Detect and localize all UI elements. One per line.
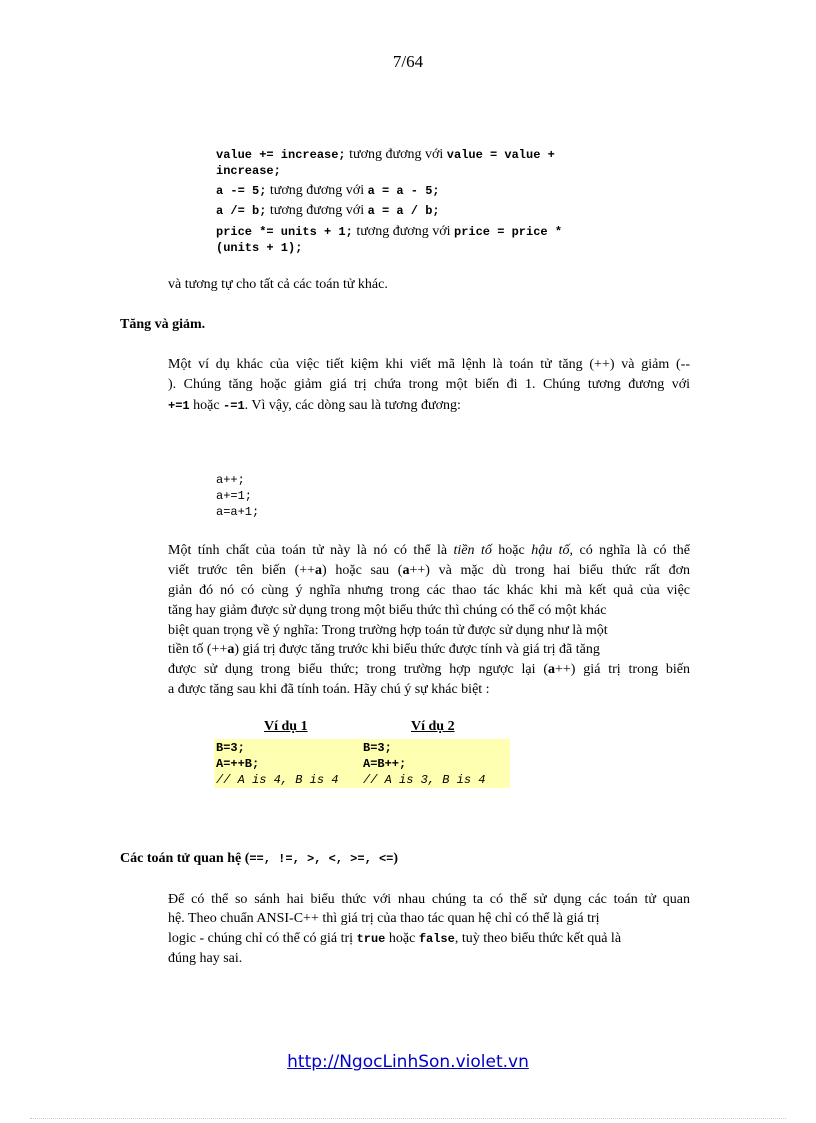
text-line (168, 582, 690, 599)
text-run: tăng hay giảm được sử dụng trong một biểu thức thì chúng có thể có một khác (168, 603, 607, 618)
text-run: hoặc (491, 543, 532, 558)
example-2-header: Ví dụ 2 (411, 719, 455, 734)
code-line: a=a+1; (216, 505, 260, 519)
text-line (168, 641, 600, 658)
text-line (168, 622, 608, 639)
text-run: a -= 5; (216, 184, 267, 198)
section-heading-increment: Tăng và giảm. (120, 317, 206, 332)
section-heading-relational (120, 850, 398, 867)
text-run: biệt quan trọng về ý nghĩa: Trong trường hợp toán tử được sử dụng như là một (168, 623, 608, 638)
text-run: a (227, 642, 235, 657)
text-run: hoặc (189, 398, 224, 413)
text-run: Một ví dụ khác của việc tiết kiệm khi viết mã lệnh là toán tử tăng (++) và giảm (-- (168, 357, 690, 372)
text-run: value = value + (446, 148, 555, 162)
text-run: ++) giá trị trong biến (555, 662, 691, 677)
text-run: ) hoặc sau ( (322, 563, 403, 578)
text-run: -=1 (223, 399, 245, 413)
example-2-line: B=3; (363, 741, 392, 755)
text-run: Để có thể so sánh hai biểu thức với nhau chúng ta có thể sử dụng các toán tử quan (168, 892, 690, 907)
text-line (168, 562, 690, 579)
paragraph-after-code: và tương tự cho tất cả các toán tử khác. (168, 277, 388, 292)
text-run: viết trước tên biến (++ (168, 563, 316, 578)
text-run: a được tăng sau khi đã tính toán. Hãy chú ý sự khác biệt : (168, 682, 490, 697)
footer-link[interactable]: http://NgocLinhSon.violet.vn (287, 1052, 529, 1072)
text-run: tiền tố (453, 543, 492, 558)
text-run: a = a - 5; (367, 184, 440, 198)
text-run: đúng hay sai. (168, 951, 243, 966)
text-run: Một tính chất của toán tử này là nó có thể là (168, 543, 454, 558)
text-run: ) giá trị được tăng trước khi biểu thức được tính và giá trị đã tăng (234, 642, 600, 657)
code-line (216, 239, 302, 256)
text-run: false (418, 932, 455, 946)
code-line: a+=1; (216, 489, 253, 503)
code-line (216, 202, 440, 219)
text-run: ==, !=, >, <, >=, <= (249, 852, 394, 866)
text-line (168, 891, 690, 908)
text-line (168, 376, 690, 393)
text-run: true (356, 932, 386, 946)
text-run: hoặc (385, 931, 419, 946)
text-run: hậu tố (531, 543, 570, 558)
example-1-comment: // A is 4, B is 4 (216, 773, 339, 787)
text-run: +=1 (168, 399, 190, 413)
text-run: a = a / b; (367, 204, 440, 218)
text-run: giản đó nó có cùng ý nghĩa nhưng trong các thao tác khác khi mà kết quả của việc (168, 583, 690, 598)
page-bottom-rule (30, 1118, 786, 1119)
text-run: Các toán tử quan hệ ( (120, 851, 250, 866)
footer (0, 1052, 816, 1072)
text-run: logic - chúng chỉ có thể có giá trị (168, 931, 357, 946)
example-1-line: B=3; (216, 741, 245, 755)
text-line (168, 602, 606, 619)
text-run: tương đương với (266, 183, 368, 198)
example-1-line: A=++B; (216, 757, 260, 771)
text-run: (units + 1); (216, 241, 303, 255)
text-run: increase; (216, 164, 281, 178)
text-run: a (548, 662, 556, 677)
text-run: . Vì vậy, các dòng sau là tương đương: (244, 398, 461, 413)
text-run: a (315, 563, 323, 578)
code-line (216, 223, 562, 240)
page-number: 7/64 (392, 52, 424, 71)
text-run: , tuỳ theo biểu thức kết quả là (454, 931, 622, 946)
text-run: price *= units + 1; (216, 225, 353, 239)
text-run: ). Chúng tăng hoặc giảm giá trị chứa trong một biến đi 1. Chúng tương đương với (168, 377, 690, 392)
example-1-header: Ví dụ 1 (264, 719, 308, 734)
text-run: a (402, 563, 410, 578)
code-line (216, 182, 440, 199)
code-line (216, 146, 555, 163)
text-line (168, 681, 490, 698)
text-run: được sử dụng trong biểu thức; trong trường hợp ngược lại ( (168, 662, 549, 677)
text-run: , có nghĩa là có thể (569, 543, 690, 558)
text-line (168, 661, 690, 678)
text-line (168, 930, 621, 947)
text-run: value += increase; (216, 148, 346, 162)
text-run: price = price * (454, 225, 563, 239)
text-run: tương đương với (345, 147, 447, 162)
example-2-line: A=B++; (363, 757, 407, 771)
text-run: ++) và mặc dù trong hai biểu thức rất đơn (409, 563, 690, 578)
text-run: tương đương với (266, 203, 368, 218)
text-line (168, 950, 242, 967)
text-line (168, 356, 690, 373)
text-line (168, 542, 690, 559)
text-run: a /= b; (216, 204, 267, 218)
text-run: ) (393, 851, 399, 866)
code-line (216, 162, 281, 179)
text-line (168, 910, 600, 927)
text-line (168, 397, 461, 414)
text-run: hệ. Theo chuẩn ANSI-C++ thì giá trị của thao tác quan hệ chỉ có thể là giá trị (168, 911, 600, 926)
code-line: a++; (216, 473, 245, 487)
text-run: tương đương với (352, 224, 454, 239)
text-run: tiền tố (++ (168, 642, 228, 657)
example-2-comment: // A is 3, B is 4 (363, 773, 486, 787)
